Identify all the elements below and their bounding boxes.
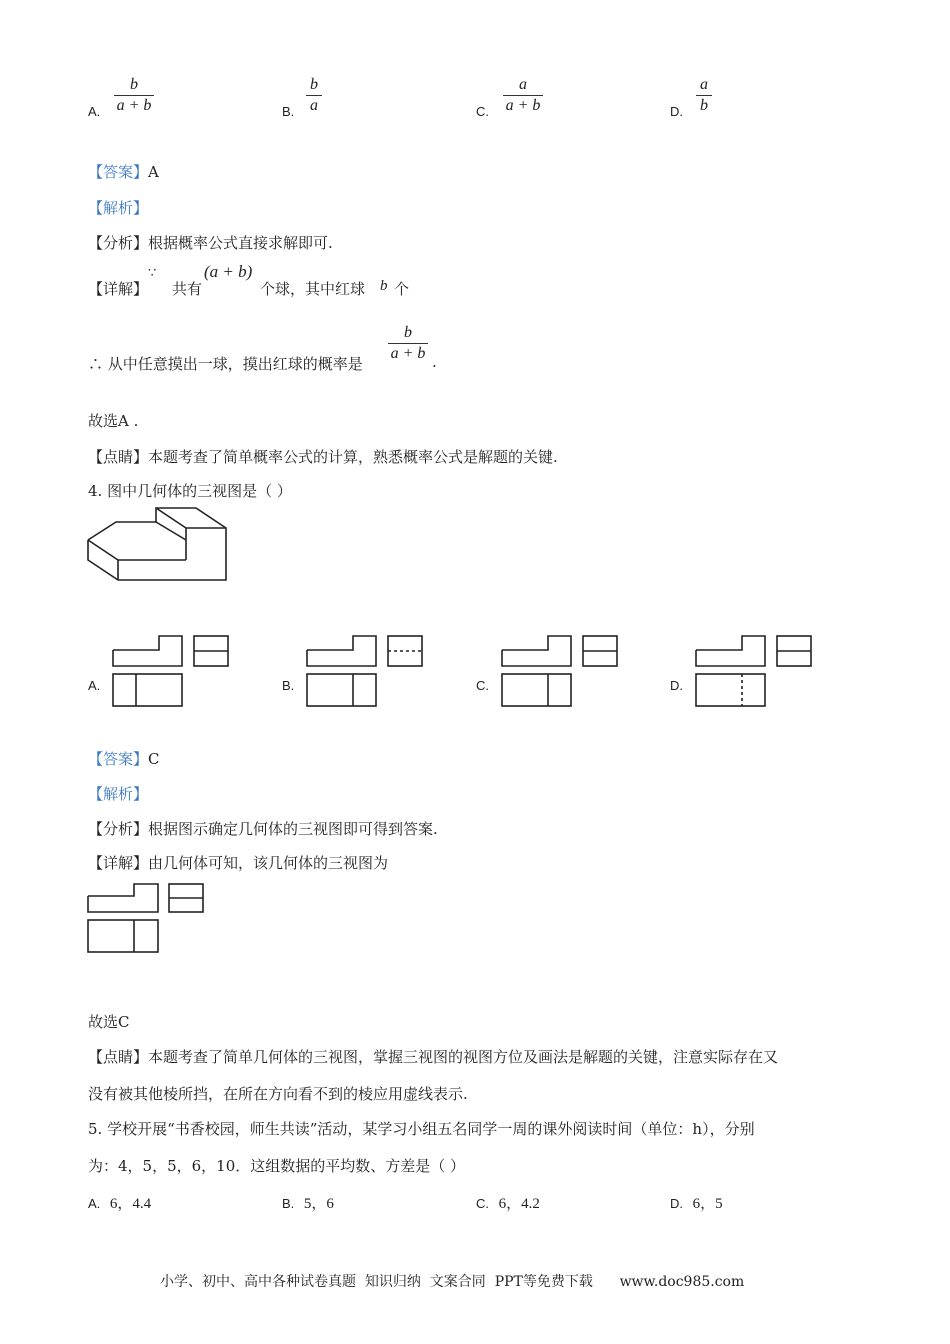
therefore-end: . bbox=[432, 353, 437, 371]
option-letter: C. bbox=[476, 1196, 489, 1211]
option-letter: D. bbox=[670, 104, 683, 119]
denominator: b bbox=[700, 97, 708, 114]
q4-fenxi bbox=[88, 818, 438, 839]
q5-stem-line2: 为：4，5，5，6，10．这组数据的平均数、方差是（ ） bbox=[88, 1157, 466, 1175]
fenxi-tag: 【分析】 bbox=[88, 820, 149, 838]
q4-analysis-tag: 【解析】 bbox=[88, 785, 149, 803]
q3-comment bbox=[88, 446, 558, 467]
option-text: 6，4.2 bbox=[498, 1196, 540, 1212]
option-letter: D. bbox=[670, 678, 683, 693]
comment-tag: 【点睛】 bbox=[88, 1048, 149, 1066]
answer-tag: 【答案】 bbox=[88, 750, 149, 768]
q4-stem: 4. 图中几何体的三视图是（ ） bbox=[88, 482, 292, 500]
option-letter: B. bbox=[282, 1196, 295, 1211]
option-letter: B. bbox=[282, 678, 295, 693]
q3-fenxi bbox=[88, 232, 333, 253]
numerator: a bbox=[519, 76, 527, 93]
numerator: a bbox=[700, 76, 708, 93]
page-footer: 小学、初中、高中各种试卷真题 知识归纳 文案合同 PPT等免费下载 www.doc985.com bbox=[160, 1274, 745, 1290]
detail-tag: 【详解】 bbox=[88, 280, 149, 298]
comment-text: 本题考查了简单概率公式的计算，熟悉概率公式是解题的关键. bbox=[148, 448, 558, 466]
denominator: a bbox=[310, 97, 318, 114]
option-letter: A. bbox=[88, 104, 101, 119]
detail-text-b: 个球，其中红球 bbox=[260, 280, 366, 298]
three-views-a bbox=[113, 636, 229, 708]
q3-choose: 故选A . bbox=[88, 412, 139, 430]
fraction bbox=[306, 76, 322, 115]
numerator: b bbox=[130, 76, 138, 93]
comment-tag: 【点睛】 bbox=[88, 448, 149, 466]
q3-detail bbox=[88, 278, 148, 299]
fenxi-text: 根据概率公式直接求解即可. bbox=[148, 234, 333, 252]
three-views-c bbox=[502, 636, 618, 708]
q5-option-c bbox=[476, 1192, 540, 1213]
q5-option-d bbox=[670, 1192, 723, 1213]
numerator: b bbox=[404, 324, 412, 341]
fenxi-text: 根据图示确定几何体的三视图即可得到答案. bbox=[148, 820, 438, 838]
option-letter: A. bbox=[88, 1196, 101, 1211]
option-letter: C. bbox=[476, 678, 489, 693]
option-text: 6，5 bbox=[692, 1196, 723, 1212]
q4-comment-line2: 没有被其他棱所挡，在所在方向看不到的棱应用虚线表示. bbox=[88, 1085, 468, 1103]
q4-choose: 故选C bbox=[88, 1013, 130, 1031]
fenxi-tag: 【分析】 bbox=[88, 234, 149, 252]
answer-value: C bbox=[148, 750, 160, 768]
q5-option-a bbox=[88, 1192, 151, 1213]
therefore-fraction bbox=[388, 324, 428, 363]
denominator: a + b bbox=[505, 97, 541, 114]
answer-value: A bbox=[148, 163, 159, 181]
three-views-d bbox=[696, 636, 812, 708]
three-views-b bbox=[307, 636, 423, 708]
option-text: 5，6 bbox=[303, 1196, 334, 1212]
q5-option-b bbox=[282, 1192, 334, 1213]
detail-variable: b bbox=[380, 278, 388, 294]
option-letter: B. bbox=[282, 104, 295, 119]
fraction bbox=[696, 76, 712, 115]
answer-tag: 【答案】 bbox=[88, 163, 149, 181]
denominator: a + b bbox=[116, 97, 152, 114]
q4-detail bbox=[88, 852, 388, 873]
q3-analysis-tag: 【解析】 bbox=[88, 199, 149, 217]
detail-text: 由几何体可知，该几何体的三视图为 bbox=[148, 854, 389, 872]
q5-stem-line1: 5. 学校开展“书香校园，师生共读”活动，某学习小组五名同学一周的课外阅读时间（单位：h），分别 bbox=[88, 1120, 755, 1138]
option-letter: D. bbox=[670, 1196, 683, 1211]
detail-tag: 【详解】 bbox=[88, 854, 149, 872]
q3-answer bbox=[88, 161, 159, 182]
q4-comment-line1 bbox=[88, 1046, 778, 1067]
q4-solution-views bbox=[88, 884, 206, 954]
option-letter: A. bbox=[88, 678, 101, 693]
numerator: b bbox=[310, 76, 318, 93]
fraction bbox=[503, 76, 543, 115]
because-symbol: ∵ bbox=[148, 266, 159, 281]
option-letter: C. bbox=[476, 104, 489, 119]
q3-therefore: ∴ 从中任意摸出一球，摸出红球的概率是 bbox=[88, 355, 363, 373]
comment-text: 本题考查了简单几何体的三视图，掌握三视图的视图方位及画法是解题的关键，注意实际存在又 bbox=[148, 1048, 779, 1066]
denominator: a + b bbox=[390, 345, 426, 362]
option-text: 6，4.4 bbox=[109, 1196, 152, 1212]
q4-answer bbox=[88, 748, 160, 769]
detail-text-c: 个 bbox=[394, 280, 410, 298]
detail-text-a: 共有 bbox=[172, 280, 203, 298]
fraction bbox=[114, 76, 154, 115]
q4-solid-figure bbox=[88, 508, 228, 584]
detail-expression: (a + b) bbox=[204, 262, 253, 281]
